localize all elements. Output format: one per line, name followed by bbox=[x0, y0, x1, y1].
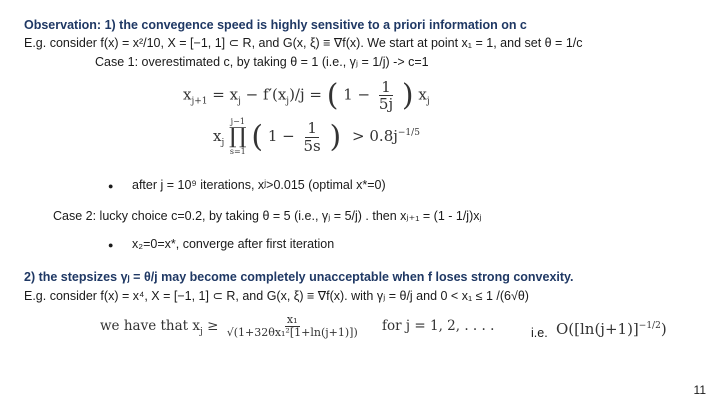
observation-title: Observation: 1) the convegence speed is highly sensitive to a priori information on c bbox=[24, 18, 527, 32]
bullet-2-text: x₂=0=x*, converge after first iteration bbox=[132, 237, 335, 251]
case-2-text: Case 2: lucky choice c=0.2, by taking θ = 5 (i.e., γⱼ = 5/j) . then xⱼ₊₁ = (1 - 1/j)xⱼ bbox=[53, 209, 482, 223]
ie-label: i.e. bbox=[531, 326, 548, 340]
equation-1: $x_{j+1} = x_j - f'(x_j)/j$ = ( 1 − $\frac{1}{5j}$ ) $x_j$ bbox=[183, 77, 430, 113]
bullet-dot-1: ● bbox=[108, 181, 114, 191]
equation-4: $O([\ln(j+1)]^{-1/2})$ bbox=[556, 320, 667, 338]
example-2-text: E.g. consider f(x) = x⁴, X = [−1, 1] ⊂ R, and G(x, ξ) ≡ ∇f(x). with γⱼ = θ/j and 0 < x₁ ≤ 1 /(6√θ) bbox=[24, 289, 529, 303]
example-1-text: E.g. consider f(x) = x²/10, X = [−1, 1] ⊂ R, and G(x, ξ) ≡ ∇f(x). We start at point x₁ = 1, and set θ = 1/c bbox=[24, 36, 583, 50]
observation-2-title: 2) the stepsizes γⱼ = θ/j may become completely unacceptable when f loses strong convexity. bbox=[24, 270, 574, 284]
bullet-dot-2: ● bbox=[108, 240, 114, 250]
equation-2: $x_j$ j−1 ∏ s=1 ( 1 − $\frac{1}{5s}$ ) > $0.8j^{-1/5}$ bbox=[213, 117, 420, 156]
case-1-text: Case 1: overestimated c, by taking θ = 1 (i.e., γⱼ = 1/j) -> c=1 bbox=[95, 55, 429, 69]
equation-3: we have that $x_j$ ≥ $\frac{\text{x₁}}{\text{√(1+32θx₁²[1+ln(j+1)])}}$ for j = 1, 2, . . . . bbox=[100, 313, 495, 340]
page-number: 11 bbox=[693, 383, 706, 397]
bullet-1-text: after j = 10⁹ iterations, xʲ>0.015 (optimal x*=0) bbox=[132, 178, 386, 192]
